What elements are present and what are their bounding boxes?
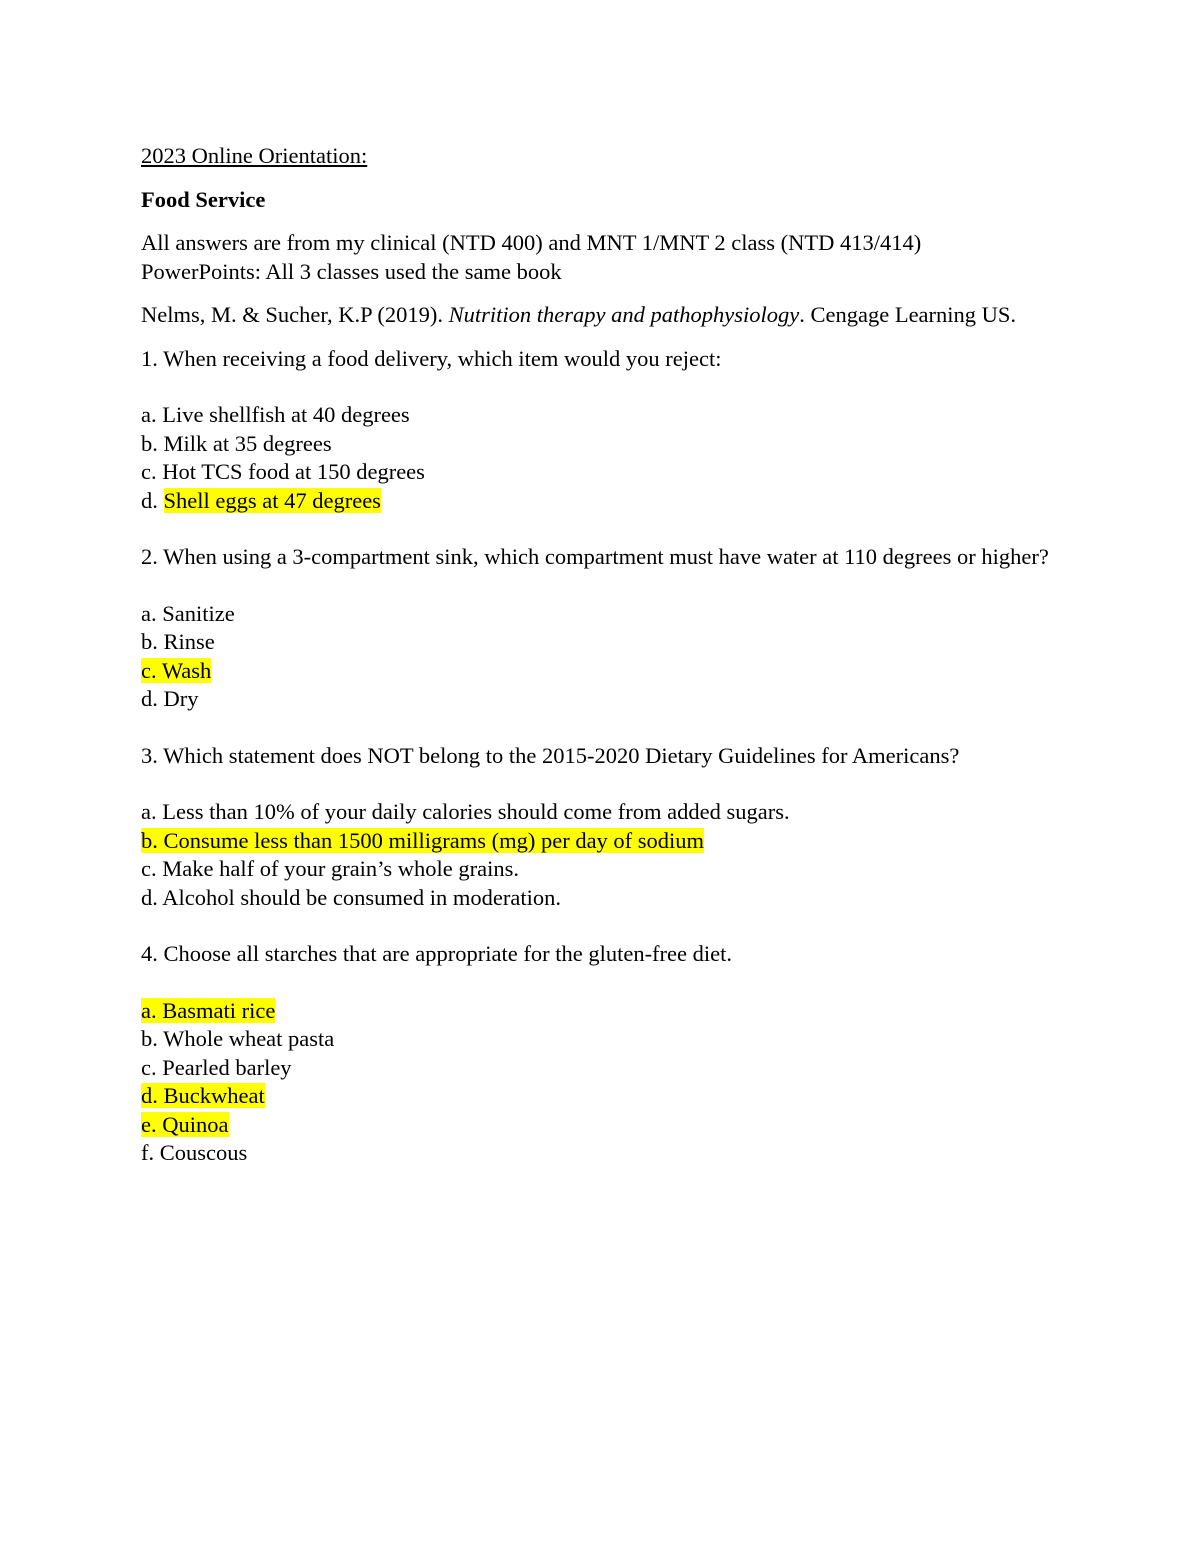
intro-paragraph [141, 229, 1061, 286]
option-letter: b. [141, 1026, 164, 1051]
highlighted-answer [141, 998, 275, 1023]
highlighted-answer [141, 828, 704, 853]
option-text: Milk at 35 degrees [163, 430, 332, 456]
option-letter: d. [141, 1083, 164, 1108]
option-letter: c. [141, 1054, 163, 1080]
answer-option [141, 798, 1061, 827]
option-text: Hot TCS food at 150 degrees [162, 459, 425, 484]
citation-authors: Nelms, M. & Sucher, K.P (2019). [141, 302, 449, 327]
highlighted-answer-text: Shell eggs at 47 degrees [163, 487, 381, 513]
citation [141, 301, 1061, 330]
option-letter: a. [141, 799, 163, 824]
answer-option [141, 1082, 1061, 1111]
option-letter: c. [141, 459, 163, 484]
question-prompt: 2. When using a 3-compartment sink, which compartment must have water at 110 degrees or higher? [141, 544, 1049, 569]
option-text: Buckwheat [163, 1083, 265, 1108]
answer-option [141, 401, 1061, 430]
answer-option [141, 997, 1061, 1026]
option-letter: a. [141, 402, 163, 427]
option-text: Whole wheat pasta [163, 1026, 335, 1051]
option-text: Pearled barley [162, 1054, 292, 1080]
answer-options [141, 798, 1061, 912]
answer-option [141, 458, 1061, 487]
answer-options [141, 997, 1061, 1168]
question-list [141, 345, 1061, 1168]
option-letter: c. [141, 657, 162, 683]
answer-option [141, 827, 1061, 856]
highlighted-answer [141, 1083, 265, 1108]
answer-option [141, 600, 1061, 629]
option-text: Quinoa [162, 1111, 229, 1137]
answer-options [141, 401, 1061, 515]
question-block [141, 742, 1061, 913]
answer-option [141, 430, 1061, 459]
answer-option [141, 884, 1061, 913]
intro-line-2: PowerPoints: All 3 classes used the same book [141, 258, 562, 284]
answer-option [141, 685, 1061, 714]
option-letter: b. [141, 629, 164, 654]
intro-line-1: All answers are from my clinical (NTD 400) and MNT 1/MNT 2 class (NTD 413/414) [141, 230, 922, 255]
answer-option [141, 1054, 1061, 1083]
option-letter: c. [141, 856, 163, 881]
question-block [141, 345, 1061, 516]
option-letter: d. [141, 884, 163, 910]
answer-option [141, 628, 1061, 657]
answer-option [141, 1025, 1061, 1054]
document-title: 2023 Online Orientation: [141, 143, 368, 168]
option-letter: e. [141, 1111, 163, 1137]
question-block [141, 543, 1061, 714]
option-text: Alcohol should be consumed in moderation. [162, 884, 561, 910]
option-text: Consume less than 1500 milligrams (mg) per day of sodium [163, 827, 705, 853]
answer-options [141, 600, 1061, 714]
question-prompt: 3. Which statement does NOT belong to the 2015-2020 Dietary Guidelines for Americans? [141, 742, 960, 768]
option-text: Basmati rice [162, 997, 276, 1023]
option-text: Couscous [159, 1140, 248, 1165]
section-heading: Food Service [141, 186, 266, 212]
answer-option [141, 1139, 1061, 1168]
answer-option [141, 657, 1061, 686]
citation-publisher: . Cengage Learning US. [799, 302, 1017, 327]
option-letter: a. [141, 997, 163, 1023]
question-prompt: 1. When receiving a food delivery, which item would you reject: [141, 345, 722, 371]
option-letter: f. [141, 1140, 160, 1165]
option-letter: a. [141, 600, 163, 626]
option-text: Sanitize [162, 600, 235, 626]
option-letter: b. [141, 827, 164, 853]
option-text: Dry [163, 686, 199, 711]
highlighted-answer [141, 1112, 229, 1137]
question-prompt: 4. Choose all starches that are appropriate for the gluten-free diet. [141, 941, 733, 966]
answer-option [141, 1111, 1061, 1140]
question-block [141, 940, 1061, 1168]
option-letter: d. [141, 686, 164, 711]
option-text: Make half of your grain’s whole grains. [162, 856, 520, 881]
option-text: Rinse [163, 629, 215, 654]
option-letter: b. [141, 430, 164, 456]
answer-option [141, 487, 1061, 516]
citation-book-title: Nutrition therapy and pathophysiology [448, 302, 800, 327]
option-text: Live shellfish at 40 degrees [162, 402, 410, 427]
document-body [141, 142, 1061, 1196]
highlighted-answer [141, 658, 211, 683]
option-text: Less than 10% of your daily calories should come from added sugars. [162, 799, 790, 824]
answer-option [141, 855, 1061, 884]
option-letter: d. [141, 487, 164, 513]
option-text: Wash [161, 657, 212, 683]
